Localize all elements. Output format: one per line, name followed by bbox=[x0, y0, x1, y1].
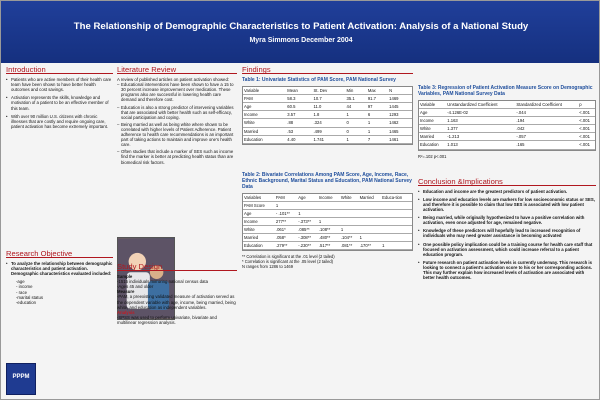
table1-cell: Education bbox=[243, 135, 286, 143]
table1-cell: 1445 bbox=[388, 103, 412, 111]
intro-bullet: • Activation represents the skills, knowledge and motivation of a patient to be an effective member of this team. bbox=[6, 95, 113, 110]
table2-note: * Correlation is significant at the .05 level (2 tailed) bbox=[242, 259, 334, 265]
table2-cell bbox=[381, 201, 412, 209]
table3-header-cell: Variable bbox=[419, 101, 446, 109]
table2-notes bbox=[242, 254, 413, 269]
literature-list bbox=[117, 82, 237, 164]
table-row bbox=[419, 125, 595, 133]
table2-cell: White bbox=[243, 226, 275, 234]
table-row bbox=[243, 135, 412, 143]
table2-cell: .085** bbox=[297, 226, 318, 234]
literature-item: – Being married as well as being white where shown to be correlated with higher levels of Patient Adherence. Patient adherence to health care recommendations is an important part of taking actions to maintain and improve one's health care. bbox=[117, 122, 237, 147]
pppm-logo-icon bbox=[6, 363, 36, 395]
table-row bbox=[419, 109, 595, 117]
table1-cell: .88 bbox=[286, 119, 312, 127]
table2-cell bbox=[340, 218, 359, 226]
table1-header-row bbox=[243, 87, 412, 95]
table2-cell bbox=[359, 218, 382, 226]
literature-heading: Literature Review bbox=[117, 67, 237, 74]
table2-cell: 1 bbox=[381, 242, 412, 250]
table2-cell: 277** bbox=[275, 218, 297, 226]
table1-cell: 0 bbox=[346, 119, 367, 127]
measure-text: -PAM, a preexisting validated measure of activation served as the dependent variable with age, income, being married, being white, and education as independent variables. bbox=[117, 294, 236, 310]
table3-cell: <.001 bbox=[578, 141, 595, 149]
table2-cell bbox=[340, 209, 359, 217]
table2-cell: .170** bbox=[359, 242, 382, 250]
table2-cell: 1 bbox=[275, 201, 297, 209]
research-objective-section bbox=[6, 248, 113, 305]
sample-item: -1515 individuals mirroring national census data bbox=[117, 279, 209, 285]
table1-cell: 97 bbox=[367, 103, 388, 111]
findings-section bbox=[242, 67, 413, 269]
table-row bbox=[243, 111, 412, 119]
introduction-heading: Introduction bbox=[6, 67, 113, 74]
intro-bullet: • Patients who are active members of their health care team have been shown to have better health outcomes and cost savings. bbox=[6, 77, 113, 92]
conclusion-bullet: • Education and income are the greatest predictors of patient activation. bbox=[418, 189, 596, 194]
literature-intro: A review of published articles on patient activation showed: bbox=[117, 77, 230, 83]
research-variable: -age bbox=[16, 279, 25, 285]
table2-cell: -.308** bbox=[297, 234, 318, 242]
table-row bbox=[243, 226, 412, 234]
table-row bbox=[419, 117, 595, 125]
table2-header-cell: Income bbox=[318, 194, 340, 202]
table1-caption: Table 1: Univariate Statistics of PAM Score, PAM National Survey bbox=[242, 77, 396, 84]
table2-header-row bbox=[243, 194, 412, 202]
table1-cell: 1.8 bbox=[313, 111, 346, 119]
table2-cell bbox=[381, 226, 412, 234]
introduction-section bbox=[6, 67, 113, 129]
table1-cell: 1461 bbox=[388, 135, 412, 143]
measure-label: Measure bbox=[117, 289, 135, 295]
table1-cell: 35.1 bbox=[346, 95, 367, 103]
table2-cell bbox=[381, 218, 412, 226]
table1-cell: Married bbox=[243, 127, 286, 135]
table1-cell: Income bbox=[243, 111, 286, 119]
table2-cell: -.230** bbox=[297, 242, 318, 250]
table2-cell: 1 bbox=[340, 226, 359, 234]
conclusion-list bbox=[418, 189, 596, 280]
table-row bbox=[243, 127, 412, 135]
table1-header-cell: Min bbox=[346, 87, 367, 95]
table1-cell: .324 bbox=[313, 119, 346, 127]
conclusion-heading: Conclusion &Implications bbox=[418, 179, 596, 186]
table1-cell: 1 bbox=[367, 119, 388, 127]
introduction-list bbox=[6, 77, 113, 129]
table2-cell: .480** bbox=[318, 234, 340, 242]
table1-header-cell: St. Dev bbox=[313, 87, 346, 95]
table2-cell: 1 bbox=[359, 234, 382, 242]
table2-header-cell: PAM bbox=[275, 194, 297, 202]
table2-cell bbox=[381, 209, 412, 217]
table2-cell: Married bbox=[243, 234, 275, 242]
analysis-label: Analysis bbox=[117, 309, 135, 315]
intro-bullet: • With over 90 million U.S. citizens with chronic illnesses that are costly and require ongoing care, patient activation has become extremely important. bbox=[6, 114, 113, 129]
sample-item: -Ages 45 and older bbox=[117, 284, 154, 290]
research-variable: - race bbox=[16, 289, 27, 295]
table2-cell: .279** bbox=[275, 242, 297, 250]
table1-cell: 60.5 bbox=[286, 103, 312, 111]
research-objective-bullet: • To analyze the relationship between demographic characteristics and patient activation. Demographic characteristics evaluated included: bbox=[6, 261, 113, 276]
table3-cell: 1.163 bbox=[446, 117, 515, 125]
table3-header-cell: p bbox=[578, 101, 595, 109]
table3-cell: -4.126E-02 bbox=[446, 109, 515, 117]
table1-cell: 1 bbox=[346, 111, 367, 119]
table1-cell: 11.0 bbox=[313, 103, 346, 111]
table2-cell: .061* bbox=[275, 226, 297, 234]
table-row bbox=[243, 119, 412, 127]
table3-cell: <.001 bbox=[578, 133, 595, 141]
table1-cell: .53 bbox=[286, 127, 312, 135]
table3-cell: White bbox=[419, 125, 446, 133]
table-row bbox=[243, 218, 412, 226]
table2-cell: Age bbox=[243, 209, 275, 217]
table1-header-cell: Max bbox=[367, 87, 388, 95]
table2-cell: Income bbox=[243, 218, 275, 226]
table2-cell bbox=[359, 209, 382, 217]
table2-cell bbox=[318, 209, 340, 217]
study-design-heading: Study Design bbox=[117, 264, 237, 271]
research-variable: -education bbox=[16, 299, 37, 305]
research-variable: -marital status bbox=[16, 294, 43, 300]
table3-cell: -.044 bbox=[515, 109, 578, 117]
table3-cell: Income bbox=[419, 117, 446, 125]
table3-caption: Table 3: Regression of Patient Activation Measure Score on Demographic Variables, PAM National Survey Data bbox=[418, 85, 593, 97]
table2-cell bbox=[359, 201, 382, 209]
literature-item: – Education is also a strong predictor of intervening variables that are associated with better health such as self-efficacy, social participation and coping. bbox=[117, 105, 237, 120]
table3 bbox=[418, 100, 596, 151]
literature-section bbox=[117, 67, 237, 165]
table1-cell: PAM bbox=[243, 95, 286, 103]
table-row bbox=[419, 141, 595, 149]
table3-r-squared: R²=.102 p<.001 bbox=[418, 153, 447, 159]
table2-cell: - .101** bbox=[275, 209, 297, 217]
table2-cell: .058* bbox=[275, 234, 297, 242]
table2-cell bbox=[381, 234, 412, 242]
table2-cell bbox=[318, 201, 340, 209]
conclusion-section bbox=[418, 176, 596, 281]
table-row bbox=[243, 103, 412, 111]
table3-cell: .165 bbox=[515, 141, 578, 149]
conclusion-bullet: • Being married, while originally hypothesized to have a positive correlation with activation, even once adjusted for age, remained negative. bbox=[418, 215, 596, 225]
table2-header-cell: White bbox=[340, 194, 359, 202]
table1-header-cell: N bbox=[388, 87, 412, 95]
table1-cell: 1465 bbox=[388, 127, 412, 135]
sample-label: Sample bbox=[117, 274, 133, 280]
table2-cell: -.373** bbox=[297, 218, 318, 226]
table3-header-cell: Standardized Coefficient bbox=[515, 101, 578, 109]
table-row bbox=[419, 133, 595, 141]
table3-header-row bbox=[419, 101, 595, 109]
analysis-text: -SPSS was used to perform univariate, bivariate and multilinear regression analysis. bbox=[117, 314, 217, 325]
table2-header-cell: Married bbox=[359, 194, 382, 202]
table2-cell: .517** bbox=[318, 242, 340, 250]
research-variable: - income bbox=[16, 284, 33, 290]
column-literature bbox=[117, 67, 237, 170]
poster-header bbox=[1, 1, 600, 63]
table1 bbox=[242, 86, 413, 145]
table2-cell: PAM Score bbox=[243, 201, 275, 209]
table3-cell: .042 bbox=[515, 125, 578, 133]
table1-cell: 1293 bbox=[388, 111, 412, 119]
study-design-section bbox=[117, 264, 237, 325]
table1-header-cell: Mean bbox=[286, 87, 312, 95]
table2-cell: 1 bbox=[297, 209, 318, 217]
column-study-design bbox=[117, 264, 237, 330]
table2-caption: Table 2: Bivariate Correlations Among PAM Score, Age, Income, Race, Ethnic Background, Marital Status and Education, PAM National Survey Data bbox=[242, 171, 412, 190]
table1-cell: 1 bbox=[346, 135, 367, 143]
table2-cell bbox=[340, 201, 359, 209]
table2-note: N ranges from 1286 to 1469 bbox=[242, 264, 293, 270]
table3-cell: Age bbox=[419, 109, 446, 117]
table3-cell: 1.377 bbox=[446, 125, 515, 133]
table-row bbox=[243, 201, 412, 209]
table1-cell: 4.40 bbox=[286, 135, 312, 143]
table3-cell: <.001 bbox=[578, 125, 595, 133]
research-variables bbox=[6, 279, 113, 304]
logo-text: PPPM bbox=[12, 374, 30, 380]
table1-header-cell: Variable bbox=[243, 87, 286, 95]
conclusion-bullet: • Low income and education levels are markers for low socioeconomic status or SES, and therefore it is possible to claim that low SES is associated with low patient activation. bbox=[418, 197, 596, 212]
table2-header-cell: Variables bbox=[243, 194, 275, 202]
literature-item: – Educational interventions have been shown to have a 15 to 30 percent increase improvement over medication. These programs also are successful in lowering health care demand and therefore cost. bbox=[117, 82, 237, 102]
table1-cell: 6 bbox=[367, 111, 388, 119]
table2-cell: 1 bbox=[318, 218, 340, 226]
conclusion-bullet: • One possible policy implication could be a training course for health care staff that focused on activation assessment, which could increase referral to a patient education program. bbox=[418, 242, 596, 257]
table2-cell: .104** bbox=[340, 234, 359, 242]
column-introduction bbox=[6, 67, 113, 310]
findings-heading: Findings bbox=[242, 67, 413, 74]
table3-cell: -1.213 bbox=[446, 133, 515, 141]
table1-cell: 1469 bbox=[388, 95, 412, 103]
table2-cell bbox=[297, 201, 318, 209]
table1-cell: .499 bbox=[313, 127, 346, 135]
table1-cell: 7 bbox=[367, 135, 388, 143]
table3-cell: Married bbox=[419, 133, 446, 141]
table1-cell: 10.7 bbox=[313, 95, 346, 103]
table2-cell bbox=[359, 226, 382, 234]
table2-header-cell: Educa-tion bbox=[381, 194, 412, 202]
table3-cell: <.001 bbox=[578, 117, 595, 125]
conclusion-bullet: • Knowledge of these predictors will hopefully lead to increased recognition of individuals who may need greater assistance in becoming activated bbox=[418, 228, 596, 238]
table2-cell: .081** bbox=[340, 242, 359, 250]
table3-header-cell: Unstandardized Coefficient bbox=[446, 101, 515, 109]
column-findings bbox=[242, 67, 413, 274]
table1-cell: 0 bbox=[346, 127, 367, 135]
table1-cell: White bbox=[243, 119, 286, 127]
table1-cell: Age bbox=[243, 103, 286, 111]
table1-cell: 58.3 bbox=[286, 95, 312, 103]
table2-note: ** Correlation is significant at the .01 level (2 tailed) bbox=[242, 254, 335, 260]
table2-header-cell: Age bbox=[297, 194, 318, 202]
table-row bbox=[243, 95, 412, 103]
table-row bbox=[243, 242, 412, 250]
research-objective-list bbox=[6, 261, 113, 276]
table1-cell: 1.741 bbox=[313, 135, 346, 143]
table2-cell: Education bbox=[243, 242, 275, 250]
table3-cell: 1.013 bbox=[446, 141, 515, 149]
table1-cell: 3.57 bbox=[286, 111, 312, 119]
table1-cell: 1 bbox=[367, 127, 388, 135]
table3-cell: -.057 bbox=[515, 133, 578, 141]
column-regression bbox=[418, 85, 596, 285]
table1-cell: 44 bbox=[346, 103, 367, 111]
research-objective-heading: Research Objective bbox=[6, 251, 113, 258]
table3-cell: <.001 bbox=[578, 109, 595, 117]
literature-item: – Often studies that include a marker of SES such as income find the marker is better at predicting health status than are biomedical risk factors. bbox=[117, 149, 237, 164]
poster-title: The Relationship of Demographic Characteristics to Patient Activation: Analysis of a National Study bbox=[73, 21, 529, 32]
table2-cell: .108** bbox=[318, 226, 340, 234]
table1-cell: 1462 bbox=[388, 119, 412, 127]
table-row bbox=[243, 234, 412, 242]
conclusion-bullet: • Future research on patient activation levels is currently underway. This research is looking to connect a patient's activation score to his or her corresponding actions. This may further explain how increased levels of activation are associated with better health outcomes. bbox=[418, 260, 596, 280]
table2 bbox=[242, 193, 413, 252]
table3-cell: .194 bbox=[515, 117, 578, 125]
table3-cell: Education bbox=[419, 141, 446, 149]
table1-cell: 91.7 bbox=[367, 95, 388, 103]
table-row bbox=[243, 209, 412, 217]
author-date: Myra Simmons December 2004 bbox=[249, 37, 353, 44]
table3-section bbox=[418, 85, 596, 159]
